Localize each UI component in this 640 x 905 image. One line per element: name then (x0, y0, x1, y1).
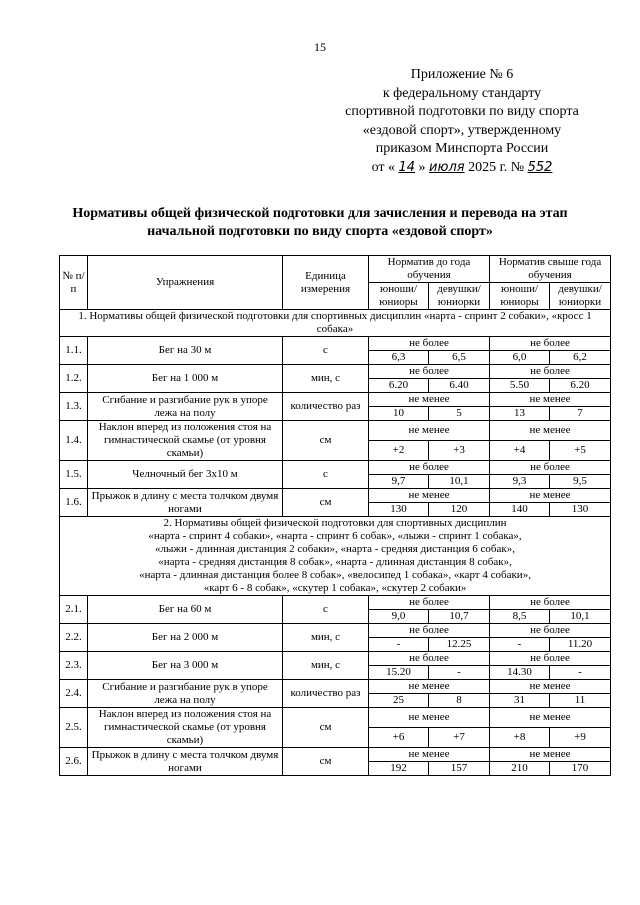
norm-value: 5 (429, 407, 490, 421)
date-month: июля (429, 159, 465, 175)
exercise-name: Бег на 60 м (88, 596, 283, 624)
requirement-label: не более (369, 461, 490, 475)
section-heading-line: «лыжи - длинная дистанция 2 собаки», «нарта - средняя дистанция 6 собак», (155, 543, 515, 555)
document-title (40, 205, 600, 241)
row-number: 2.6. (60, 748, 88, 776)
requirement-label: не менее (490, 489, 611, 503)
unit-of-measure: количество раз (283, 680, 369, 708)
table-row (60, 393, 611, 407)
norm-value: 130 (369, 503, 429, 517)
row-number: 1.6. (60, 489, 88, 517)
requirement-label: не менее (369, 421, 490, 441)
norm-value: 6,3 (369, 351, 429, 365)
norm-value: 157 (429, 762, 490, 776)
norm-value: 6,0 (490, 351, 550, 365)
section-heading-line: 2. Нормативы общей физической подготовки для спортивных дисциплин (163, 517, 507, 529)
section-heading-2 (60, 517, 611, 596)
header-boys: юноши/ юниоры (490, 283, 550, 310)
norm-value: 31 (490, 694, 550, 708)
header-num: № п/п (60, 256, 88, 310)
norm-value: +9 (550, 728, 611, 748)
table-row (60, 680, 611, 694)
norm-value: +4 (490, 441, 550, 461)
norm-value: 10,1 (550, 610, 611, 624)
requirement-label: не менее (490, 748, 611, 762)
exercise-name: Прыжок в длину с места толчком двумя ногами (88, 748, 283, 776)
norm-value: 120 (429, 503, 490, 517)
header-boys: юноши/ юниоры (369, 283, 429, 310)
unit-of-measure: см (283, 708, 369, 748)
norm-value: 8 (429, 694, 490, 708)
unit-of-measure: количество раз (283, 393, 369, 421)
norm-value: - (490, 638, 550, 652)
norm-value: 13 (490, 407, 550, 421)
norm-value: 6.40 (429, 379, 490, 393)
requirement-label: не более (369, 624, 490, 638)
norm-value: 12.25 (429, 638, 490, 652)
requirement-label: не более (490, 624, 611, 638)
table-row (60, 461, 611, 475)
unit-of-measure: см (283, 489, 369, 517)
page-number: 15 (314, 40, 326, 54)
row-number: 1.1. (60, 337, 88, 365)
header-group-first-year: Норматив до года обучения (369, 256, 490, 283)
row-number: 1.5. (60, 461, 88, 489)
table-row (60, 365, 611, 379)
header-unit: Единица измерения (283, 256, 369, 310)
norm-value: 9,5 (550, 475, 611, 489)
row-number: 1.2. (60, 365, 88, 393)
norm-value: 9,7 (369, 475, 429, 489)
table-row (60, 337, 611, 351)
requirement-label: не более (490, 461, 611, 475)
norm-value: 10,7 (429, 610, 490, 624)
unit-of-measure: мин, с (283, 365, 369, 393)
table-row (60, 624, 611, 638)
norm-value: +5 (550, 441, 611, 461)
norm-value: - (550, 666, 611, 680)
exercise-name: Сгибание и разгибание рук в упоре лежа на полу (88, 680, 283, 708)
norm-value: +6 (369, 728, 429, 748)
requirement-label: не менее (369, 393, 490, 407)
requirement-label: не менее (369, 748, 490, 762)
norm-value: +3 (429, 441, 490, 461)
norm-value: 6.20 (550, 379, 611, 393)
exercise-name: Прыжок в длину с места толчком двумя ногами (88, 489, 283, 517)
order-number: 552 (527, 159, 553, 175)
header-exercise: Упражнения (88, 256, 283, 310)
norm-value: - (429, 666, 490, 680)
norm-value: 9,3 (490, 475, 550, 489)
requirement-label: не менее (369, 680, 490, 694)
norm-value: 210 (490, 762, 550, 776)
requirement-label: не менее (490, 393, 611, 407)
norm-value: 11 (550, 694, 611, 708)
norm-value: 15.20 (369, 666, 429, 680)
header-girls: девушки/ юниорки (550, 283, 611, 310)
row-number: 2.2. (60, 624, 88, 652)
appendix-line: к федеральному стандарту (382, 85, 542, 101)
appendix-line: приказом Минспорта России (375, 141, 549, 157)
table-row (60, 652, 611, 666)
requirement-label: не более (490, 652, 611, 666)
table-row (60, 421, 611, 441)
order-date-line (330, 159, 594, 178)
norm-value: 10 (369, 407, 429, 421)
appendix-block (330, 66, 594, 178)
exercise-name: Бег на 1 000 м (88, 365, 283, 393)
row-number: 1.4. (60, 421, 88, 461)
section-heading-line: «карт 6 - 8 собак», «скутер 1 собака», «скутер 2 собаки» (203, 582, 467, 594)
norm-value: 130 (550, 503, 611, 517)
row-number: 2.4. (60, 680, 88, 708)
norm-value: 6,5 (429, 351, 490, 365)
norm-value: +7 (429, 728, 490, 748)
exercise-name: Наклон вперед из положения стоя на гимнастической скамье (от уровня скамьи) (88, 708, 283, 748)
row-number: 2.3. (60, 652, 88, 680)
date-year: 2025 г. № (468, 159, 525, 175)
norm-value: +8 (490, 728, 550, 748)
title-line: начальной подготовки по виду спорта «ездовой спорт» (147, 224, 493, 239)
requirement-label: не более (369, 652, 490, 666)
unit-of-measure: мин, с (283, 624, 369, 652)
requirement-label: не менее (490, 421, 611, 441)
unit-of-measure: мин, с (283, 652, 369, 680)
unit-of-measure: с (283, 596, 369, 624)
norms-table (59, 255, 611, 776)
date-mid: » (418, 159, 430, 175)
norm-value: 10,1 (429, 475, 490, 489)
table-row (60, 708, 611, 728)
table-row (60, 748, 611, 762)
requirement-label: не менее (490, 708, 611, 728)
section-heading-line: «нарта - средняя дистанция 8 собак», «нарта - длинная дистанция 8 собак», (158, 556, 512, 568)
norm-value: 9,0 (369, 610, 429, 624)
unit-of-measure: с (283, 461, 369, 489)
appendix-line: спортивной подготовки по виду спорта (345, 104, 579, 120)
norm-value: 8,5 (490, 610, 550, 624)
header-girls: девушки/ юниорки (429, 283, 490, 310)
appendix-line: «ездовой спорт», утвержденному (362, 122, 562, 138)
header-group-after-first-year: Норматив свыше года обучения (490, 256, 611, 283)
norm-value: 192 (369, 762, 429, 776)
norm-value: 25 (369, 694, 429, 708)
exercise-name: Бег на 3 000 м (88, 652, 283, 680)
norm-value: 7 (550, 407, 611, 421)
unit-of-measure: см (283, 748, 369, 776)
norm-value: 140 (490, 503, 550, 517)
norm-value: 11.20 (550, 638, 611, 652)
requirement-label: не более (369, 337, 490, 351)
unit-of-measure: с (283, 337, 369, 365)
exercise-name: Сгибание и разгибание рук в упоре лежа на полу (88, 393, 283, 421)
norm-value: - (369, 638, 429, 652)
requirement-label: не более (490, 365, 611, 379)
title-line: Нормативы общей физической подготовки для зачисления и перевода на этап (72, 206, 568, 221)
table-row (60, 489, 611, 503)
requirement-label: не менее (369, 489, 490, 503)
norm-value: 6.20 (369, 379, 429, 393)
unit-of-measure: см (283, 421, 369, 461)
exercise-name: Бег на 30 м (88, 337, 283, 365)
appendix-line: Приложение № 6 (410, 67, 514, 82)
requirement-label: не менее (490, 680, 611, 694)
norm-value: 6,2 (550, 351, 611, 365)
row-number: 2.5. (60, 708, 88, 748)
section-heading-line: «нарта - длинная дистанция более 8 собак», «велосипед 1 собака», «карт 4 собаки», (139, 569, 531, 581)
requirement-label: не более (490, 596, 611, 610)
norm-value: 170 (550, 762, 611, 776)
section-heading-1: 1. Нормативы общей физической подготовки для спортивных дисциплин «нарта - спринт 2 собаки», «кросс 1 собака» (60, 310, 611, 337)
requirement-label: не более (369, 596, 490, 610)
date-day: 14 (398, 159, 416, 175)
requirement-label: не более (490, 337, 611, 351)
exercise-name: Бег на 2 000 м (88, 624, 283, 652)
norm-value: +2 (369, 441, 429, 461)
section-heading-line: «нарта - спринт 4 собаки», «нарта - спринт 6 собак», «лыжи - спринт 1 собака», (148, 530, 522, 542)
norm-value: 5.50 (490, 379, 550, 393)
norm-value: 14.30 (490, 666, 550, 680)
exercise-name: Наклон вперед из положения стоя на гимнастической скамье (от уровня скамьи) (88, 421, 283, 461)
date-prefix: от « (371, 159, 395, 175)
exercise-name: Челночный бег 3х10 м (88, 461, 283, 489)
table-row (60, 596, 611, 610)
row-number: 2.1. (60, 596, 88, 624)
requirement-label: не менее (369, 708, 490, 728)
requirement-label: не более (369, 365, 490, 379)
row-number: 1.3. (60, 393, 88, 421)
